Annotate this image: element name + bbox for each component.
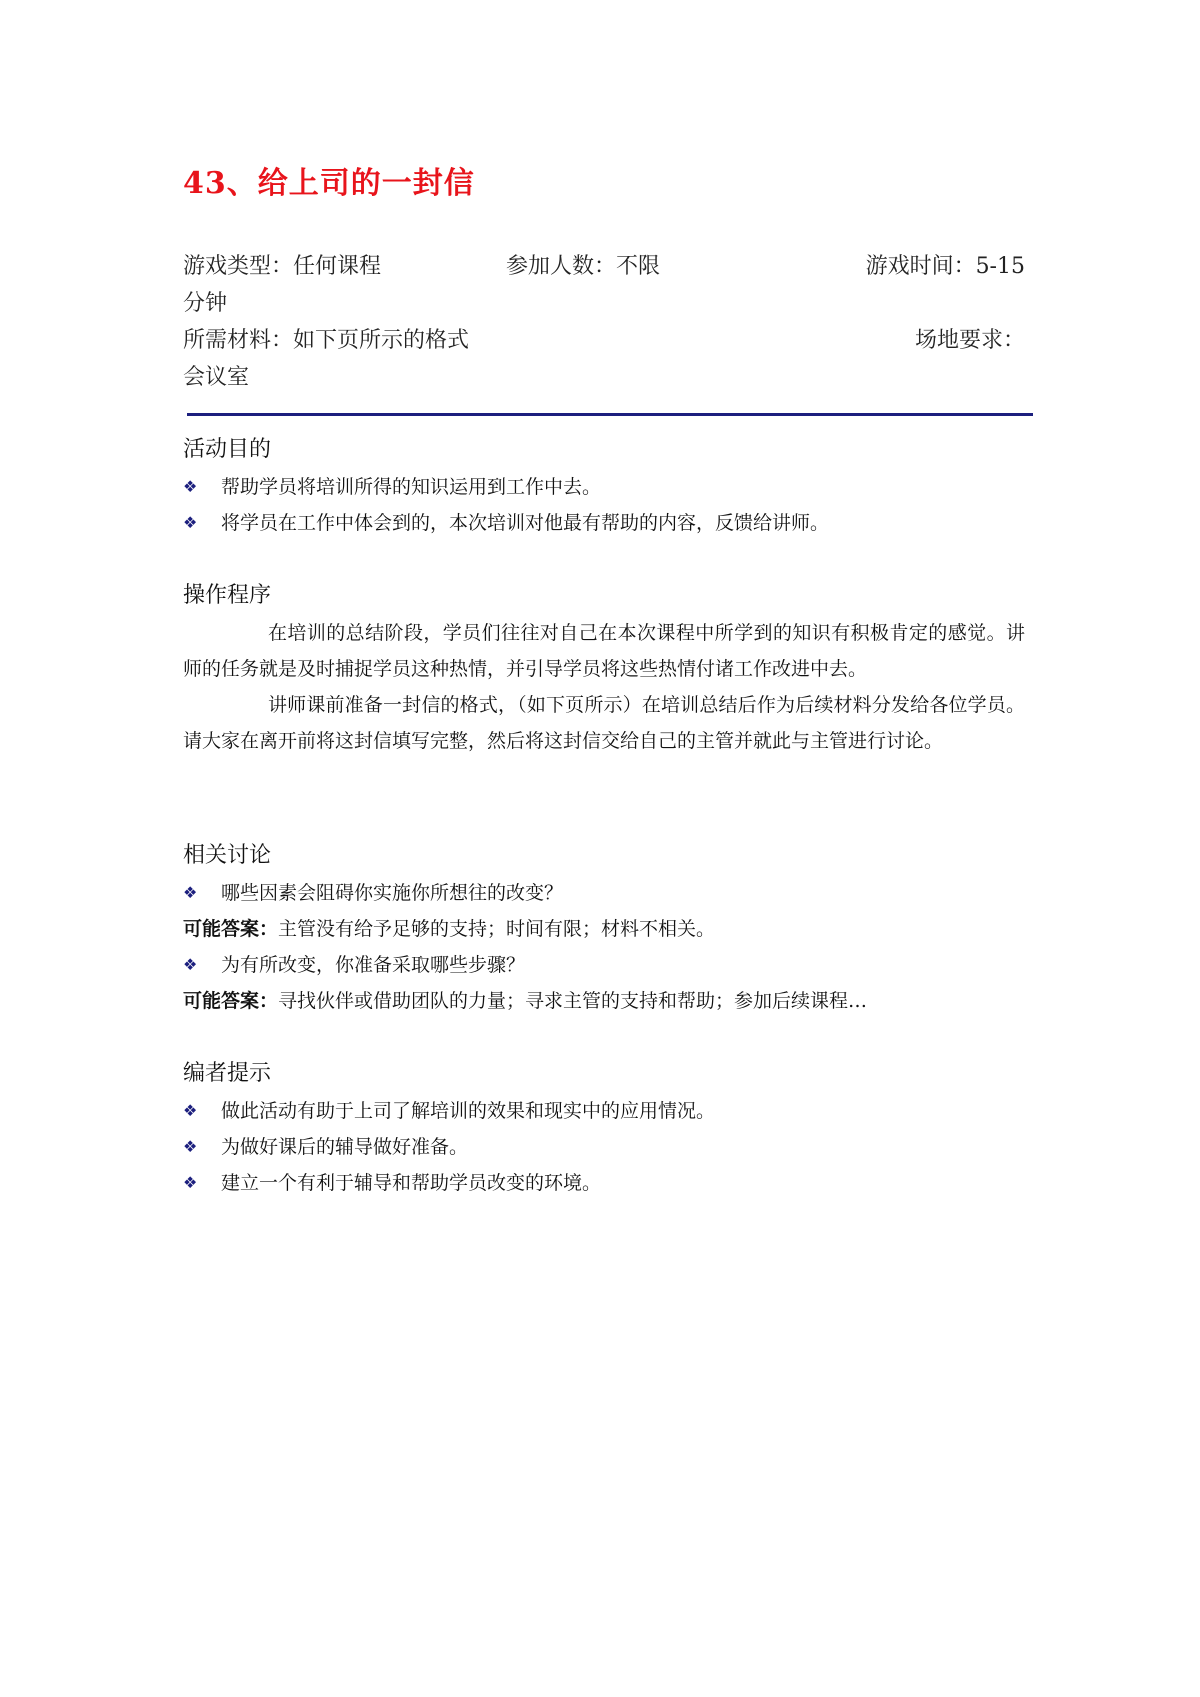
tips-item-text: 做此活动有助于上司了解培训的效果和现实中的应用情况。 xyxy=(221,1100,716,1122)
diamond-bullet-icon: ❖ xyxy=(183,1101,198,1120)
game-meta xyxy=(183,248,1025,396)
purpose-item xyxy=(183,469,1025,505)
tips-item xyxy=(183,1129,1025,1165)
tips-item-text: 建立一个有利于辅导和帮助学员改变的环境。 xyxy=(221,1172,602,1194)
answer-text: 寻找伙伴或借助团队的力量；寻求主管的支持和帮助；参加后续课程… xyxy=(278,990,868,1012)
discussion-question-text: 为有所改变，你准备采取哪些步骤？ xyxy=(221,954,526,976)
purpose-item-text: 帮助学员将培训所得的知识运用到工作中去。 xyxy=(221,476,602,498)
purpose-item xyxy=(183,505,1025,541)
page-title: 43、给上司的一封信 xyxy=(183,166,475,201)
diamond-bullet-icon: ❖ xyxy=(183,513,198,532)
section-procedure xyxy=(183,577,1025,759)
meta-game-type: 游戏类型：任何课程 xyxy=(183,254,382,279)
discussion-answer xyxy=(183,983,1025,1019)
meta-row-4 xyxy=(183,359,1025,396)
procedure-paragraph: 在培训的总结阶段，学员们往往对自己在本次课程中所学到的知识有积极肯定的感觉。讲师的任务就是及时捕捉学员这种热情，并引导学员将这些热情付诸工作改进中去。 xyxy=(183,622,1025,680)
answer-label: 可能答案： xyxy=(183,990,279,1012)
diamond-bullet-icon: ❖ xyxy=(183,955,198,974)
tips-item xyxy=(183,1093,1025,1129)
discussion-question xyxy=(183,875,1025,911)
discussion-answer xyxy=(183,911,1025,947)
diamond-bullet-icon: ❖ xyxy=(183,1137,198,1156)
answer-label: 可能答案： xyxy=(183,918,279,940)
diamond-bullet-icon: ❖ xyxy=(183,1173,198,1192)
procedure-paragraph: 讲师课前准备一封信的格式，（如下页所示）在培训总结后作为后续材料分发给各位学员。请大家在离开前将这封信填写完整，然后将这封信交给自己的主管并就此与主管进行讨论。 xyxy=(183,694,1025,752)
diamond-bullet-icon: ❖ xyxy=(183,477,198,496)
meta-materials: 所需材料：如下页所示的格式 xyxy=(183,328,470,353)
diamond-bullet-icon: ❖ xyxy=(183,883,198,902)
section-tips xyxy=(183,1055,1025,1201)
meta-venue-value: 会议室 xyxy=(183,365,250,390)
meta-row-1 xyxy=(183,248,1025,285)
section-purpose xyxy=(183,431,1025,541)
discussion-question-text: 哪些因素会阻碍你实施你所想往的改变？ xyxy=(221,882,564,904)
tips-item xyxy=(183,1165,1025,1201)
section-heading-procedure: 操作程序 xyxy=(183,583,272,608)
purpose-item-text: 将学员在工作中体会到的，本次培训对他最有帮助的内容，反馈给讲师。 xyxy=(221,512,830,534)
section-heading-discussion: 相关讨论 xyxy=(183,843,272,868)
discussion-question xyxy=(183,947,1025,983)
section-discussion xyxy=(183,837,1025,1019)
section-heading-purpose: 活动目的 xyxy=(183,437,272,462)
meta-venue: 场地要求： xyxy=(914,328,1025,353)
section-heading-tips: 编者提示 xyxy=(183,1061,272,1086)
answer-text: 主管没有给予足够的支持；时间有限；材料不相关。 xyxy=(278,918,716,940)
meta-game-time-unit: 分钟 xyxy=(183,291,228,316)
meta-game-time: 游戏时间：5-15 xyxy=(865,254,1025,279)
tips-item-text: 为做好课后的辅导做好准备。 xyxy=(221,1136,469,1158)
meta-participants: 参加人数：不限 xyxy=(506,254,661,279)
divider-rule xyxy=(187,413,1033,416)
meta-row-2 xyxy=(183,285,1025,322)
meta-row-3 xyxy=(183,322,1025,359)
